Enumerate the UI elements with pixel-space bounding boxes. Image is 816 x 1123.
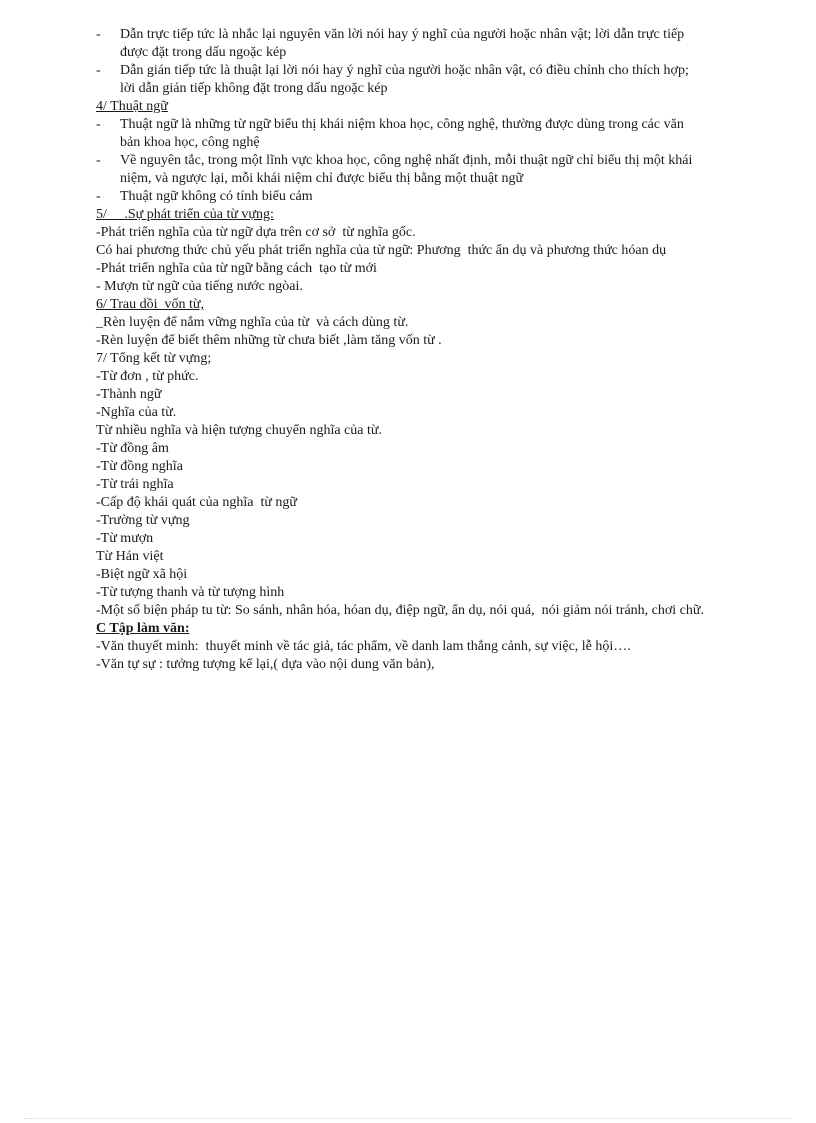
- text-line: -Từ đồng nghĩa: [96, 459, 183, 474]
- text-line: -Phát triển nghĩa của từ ngữ bằng cách tạo từ mới: [96, 261, 377, 276]
- section-heading-7: 7/ Tổng kết từ vựng;: [96, 351, 212, 366]
- list-item-text: Thuật ngữ không có tính biểu cảm: [120, 189, 313, 204]
- list-item: [96, 26, 706, 62]
- text-line: -Phát triển nghĩa của từ ngữ dựa trên cơ sở từ nghĩa gốc.: [96, 225, 416, 240]
- text-line: - Mượn từ ngữ của tiếng nước ngòai.: [96, 279, 303, 294]
- text-line: _Rèn luyện để nắm vững nghĩa của từ và cách dùng từ.: [96, 315, 409, 330]
- text-line: -Cấp độ khái quát của nghĩa từ ngữ: [96, 495, 298, 510]
- section-heading-5: 5/ .Sự phát triển của từ vựng:: [96, 207, 274, 222]
- bullet-dash: -: [96, 189, 101, 204]
- text-line: -Từ đơn , từ phức.: [96, 369, 199, 384]
- text-line: Có hai phương thức chủ yếu phát triển nghĩa của từ ngữ: Phương thức ẩn dụ và phương thức hóan dụ: [96, 243, 667, 258]
- section-heading-6: 6/ Trau dồi vốn từ,: [96, 297, 204, 312]
- bullet-dash: -: [96, 63, 101, 78]
- text-line: -Văn thuyết minh: thuyết minh về tác giả, tác phẩm, về danh lam thắng cảnh, sự việc, lễ hội….: [96, 639, 631, 654]
- text-line: -Một số biện pháp tu từ: So sánh, nhân hóa, hóan dụ, điệp ngữ, ẩn dụ, nói quá, nói giảm nói tránh, chơi chữ.: [96, 603, 704, 618]
- bullet-dash: -: [96, 117, 101, 132]
- text-line: Từ nhiều nghĩa và hiện tượng chuyển nghĩa của từ.: [96, 423, 382, 438]
- text-line: -Văn tự sự : tưởng tượng kể lại,( dựa vào nội dung văn bản),: [96, 657, 435, 672]
- bullet-dash: -: [96, 153, 101, 168]
- list-item: [96, 188, 706, 206]
- page-bottom-divider: [24, 1118, 792, 1119]
- text-line: -Từ tượng thanh và từ tượng hình: [96, 585, 285, 600]
- list-item: [96, 152, 706, 188]
- text-line: -Thành ngữ: [96, 387, 162, 402]
- bullet-dash: -: [96, 27, 101, 42]
- list-item-text: Về nguyên tắc, trong một lĩnh vực khoa học, công nghệ nhất định, mỗi thuật ngữ chỉ biểu thị một khái niệm, và ngược lại, mỗi khái niệm chỉ được biểu thị bằng một thuật ngữ: [120, 153, 693, 186]
- text-line: -Biệt ngữ xã hội: [96, 567, 188, 582]
- text-line: -Từ trái nghĩa: [96, 477, 174, 492]
- section-heading-4: 4/ Thuật ngữ: [96, 99, 168, 114]
- text-line: -Từ đồng âm: [96, 441, 169, 456]
- list-item-text: Dẫn gián tiếp tức là thuật lại lời nói hay ý nghĩ của người hoặc nhân vật, có điều chỉnh cho thích hợp; lời dẫn gián tiếp không đặt trong dấu ngoặc kép: [120, 63, 689, 96]
- text-line: -Trường từ vựng: [96, 513, 190, 528]
- text-line: -Từ mượn: [96, 531, 154, 546]
- text-line: -Nghĩa của từ.: [96, 405, 177, 420]
- list-item-text: Thuật ngữ là những từ ngữ biểu thị khái niệm khoa học, công nghệ, thường được dùng trong các văn bản khoa học, công nghệ: [120, 117, 684, 150]
- text-line: -Rèn luyện để biết thêm những từ chưa biết ,làm tăng vốn từ .: [96, 333, 442, 348]
- document-page: [96, 26, 706, 674]
- list-item-text: Dẫn trực tiếp tức là nhắc lại nguyên văn lời nói hay ý nghĩ của người hoặc nhân vật; lời dẫn trực tiếp được đặt trong dấu ngoặc kép: [120, 27, 685, 60]
- list-item: [96, 116, 706, 152]
- text-line: Từ Hán việt: [96, 549, 164, 564]
- list-item: [96, 62, 706, 98]
- section-heading-c: C Tập làm văn:: [96, 621, 190, 636]
